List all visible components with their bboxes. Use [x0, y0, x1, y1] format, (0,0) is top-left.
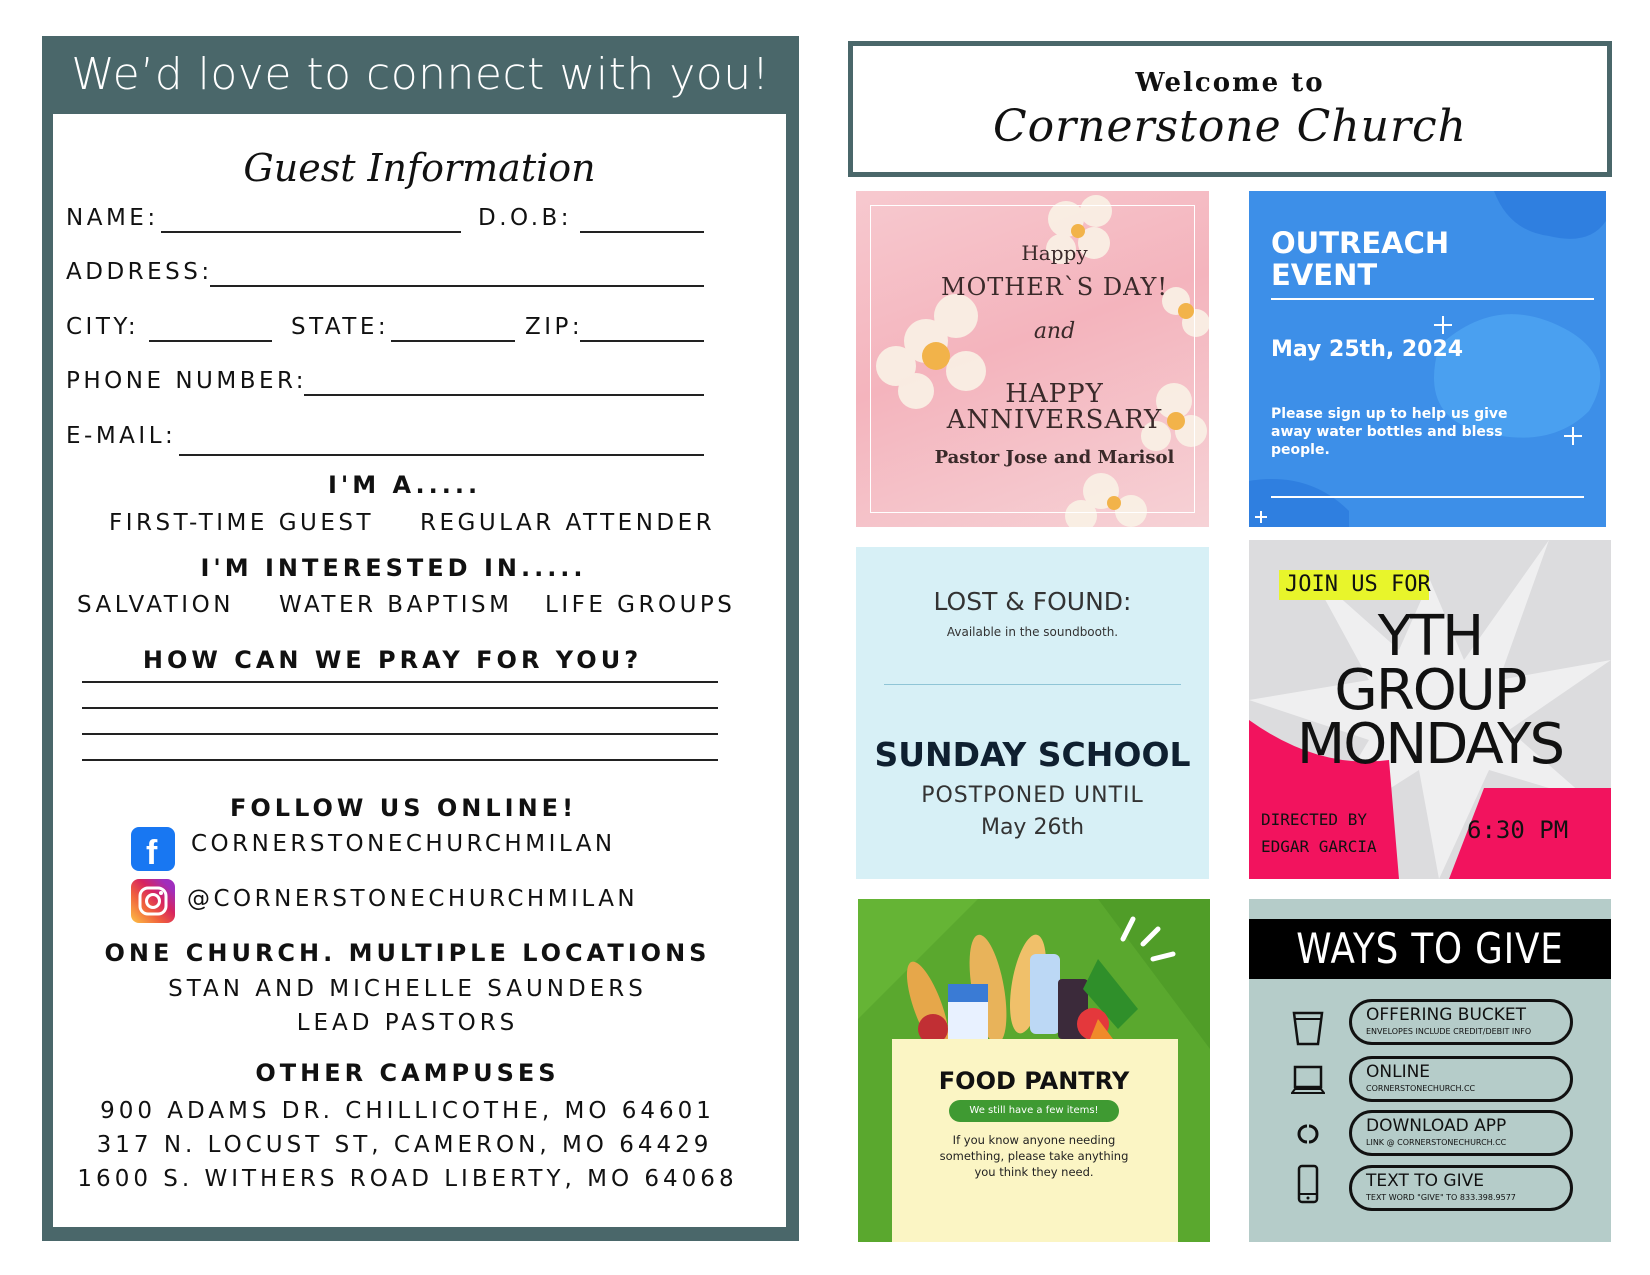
give-option-sub: LINK @ CORNERSTONECHURCH.CC: [1366, 1138, 1507, 1147]
dob-field[interactable]: [580, 231, 704, 233]
svg-text:f: f: [146, 834, 158, 871]
guest-info-title: Guest Information: [243, 146, 596, 190]
interested-heading: I'M INTERESTED IN.....: [200, 554, 587, 582]
guest-form: [53, 114, 786, 1227]
director-name: EDGAR GARCIA: [1261, 837, 1377, 856]
salvation-option[interactable]: SALVATION: [77, 592, 234, 618]
outreach-title-line2: EVENT: [1271, 258, 1378, 292]
campus-address: 1600 S. WITHERS ROAD LIBERTY, MO 64068: [77, 1166, 738, 1192]
pastor-couple-text: Pastor Jose and Marisol: [934, 447, 1175, 468]
lead-pastors-names: STAN AND MICHELLE SAUNDERS: [168, 976, 647, 1002]
app-logo-icon: [1291, 1114, 1325, 1154]
phone-icon: [1291, 1164, 1325, 1204]
give-option-label: DOWNLOAD APP: [1366, 1116, 1507, 1136]
water-baptism-option[interactable]: WATER BAPTISM: [279, 592, 513, 618]
food-pantry-title: FOOD PANTRY: [938, 1067, 1130, 1095]
happy-text: Happy: [1021, 241, 1088, 265]
food-pantry-tile: [858, 899, 1210, 1242]
anniversary-text: ANNIVERSARY: [946, 405, 1163, 435]
postponed-date: May 26th: [980, 815, 1085, 840]
divider: [884, 684, 1181, 685]
outreach-title: [1271, 227, 1449, 291]
name-label: NAME:: [66, 205, 159, 231]
directed-by-text: DIRECTED BY: [1261, 810, 1367, 829]
give-option-label: TEXT TO GIVE: [1366, 1171, 1484, 1191]
give-option-label: OFFERING BUCKET: [1366, 1005, 1527, 1025]
other-campuses-heading: OTHER CAMPUSES: [255, 1059, 560, 1087]
connect-header: We’d love to connect with you!: [71, 49, 770, 100]
bucket-icon: [1291, 1007, 1325, 1047]
instagram-handle[interactable]: @CORNERSTONECHURCHMILAN: [187, 886, 639, 912]
ways-to-give-tile: [1249, 899, 1611, 1242]
first-time-guest-option[interactable]: FIRST-TIME GUEST: [109, 510, 375, 536]
church-name: Cornerstone Church: [992, 101, 1468, 152]
give-option-offering[interactable]: [1349, 999, 1573, 1045]
lost-found-subtitle: Available in the soundbooth.: [946, 625, 1119, 639]
zip-field[interactable]: [580, 340, 704, 342]
dob-label: D.O.B:: [478, 205, 573, 231]
give-option-text[interactable]: [1349, 1165, 1573, 1211]
phone-label: PHONE NUMBER:: [66, 368, 308, 394]
im-a-heading: I'M A.....: [327, 471, 482, 499]
campus-address: 900 ADAMS DR. CHILLICOTHE, MO 64601: [100, 1098, 715, 1124]
regular-attender-option[interactable]: REGULAR ATTENDER: [420, 510, 716, 536]
food-pantry-badge: We still have a few items!: [949, 1100, 1119, 1122]
youth-title: [1249, 604, 1611, 777]
outreach-description: Please sign up to help us give away water bottles and bless people.: [1271, 406, 1508, 458]
join-us-text: JOIN US FOR: [1285, 572, 1431, 597]
prayer-line-4[interactable]: [82, 759, 718, 761]
zip-label: ZIP:: [525, 314, 584, 340]
one-church-heading: ONE CHURCH. MULTIPLE LOCATIONS: [104, 939, 711, 967]
youth-title-line3: MONDAYS: [1296, 712, 1564, 777]
youth-group-tile: [1249, 540, 1611, 879]
ways-to-give-title: WAYS TO GIVE: [1296, 924, 1564, 973]
food-pantry-description: If you know anyone needing something, please take anything you think they need.: [939, 1133, 1129, 1179]
prayer-line-2[interactable]: [82, 707, 718, 709]
happy2-text: HAPPY: [1005, 379, 1104, 409]
email-label: E-MAIL:: [66, 423, 177, 449]
city-label: CITY:: [66, 314, 140, 340]
welcome-banner: [848, 41, 1612, 177]
youth-title-line2: GROUP: [1334, 658, 1526, 723]
give-option-label: ONLINE: [1366, 1062, 1431, 1082]
give-option-sub: ENVELOPES INCLUDE CREDIT/DEBIT INFO: [1366, 1027, 1532, 1036]
give-option-sub: TEXT WORD "GIVE" TO 833.398.9577: [1366, 1193, 1516, 1202]
outreach-tile: [1249, 191, 1606, 527]
outreach-date: May 25th, 2024: [1271, 337, 1464, 362]
address-field[interactable]: [210, 285, 704, 287]
give-option-online[interactable]: [1349, 1056, 1573, 1102]
connect-card: [42, 36, 799, 1241]
facebook-icon[interactable]: [131, 827, 175, 871]
follow-heading: FOLLOW US ONLINE!: [229, 794, 578, 822]
mothers-day-tile: [856, 191, 1209, 527]
give-option-sub: CORNERSTONECHURCH.CC: [1366, 1084, 1476, 1093]
and-text: and: [1033, 319, 1076, 344]
pray-heading: HOW CAN WE PRAY FOR YOU?: [142, 646, 643, 674]
email-field[interactable]: [179, 454, 704, 456]
state-label: STATE:: [291, 314, 390, 340]
phone-field[interactable]: [304, 394, 704, 396]
life-groups-option[interactable]: LIFE GROUPS: [545, 592, 736, 618]
lost-found-title: LOST & FOUND:: [933, 587, 1132, 616]
mothers-day-text: MOTHER`S DAY!: [941, 273, 1168, 301]
postponed-text: POSTPONED UNTIL: [921, 783, 1144, 808]
welcome-line: Welcome to: [1135, 68, 1325, 98]
outreach-title-line1: OUTREACH: [1271, 226, 1450, 260]
campus-address: 317 N. LOCUST ST, CAMERON, MO 64429: [96, 1132, 713, 1158]
prayer-line-1[interactable]: [82, 681, 718, 683]
prayer-line-3[interactable]: [82, 733, 718, 735]
youth-title-line1: YTH: [1377, 604, 1483, 669]
instagram-icon[interactable]: [131, 879, 175, 923]
sunday-school-heading: SUNDAY SCHOOL: [874, 735, 1191, 774]
lead-pastors-role: LEAD PASTORS: [296, 1010, 519, 1036]
city-field[interactable]: [149, 340, 272, 342]
address-label: ADDRESS:: [66, 259, 213, 285]
state-field[interactable]: [391, 340, 515, 342]
laptop-icon: [1291, 1061, 1325, 1101]
lost-found-tile: [856, 547, 1209, 879]
facebook-handle[interactable]: CORNERSTONECHURCHMILAN: [191, 831, 616, 857]
youth-time: 6:30 PM: [1467, 816, 1569, 844]
give-option-app[interactable]: [1349, 1110, 1573, 1156]
name-field[interactable]: [161, 231, 461, 233]
